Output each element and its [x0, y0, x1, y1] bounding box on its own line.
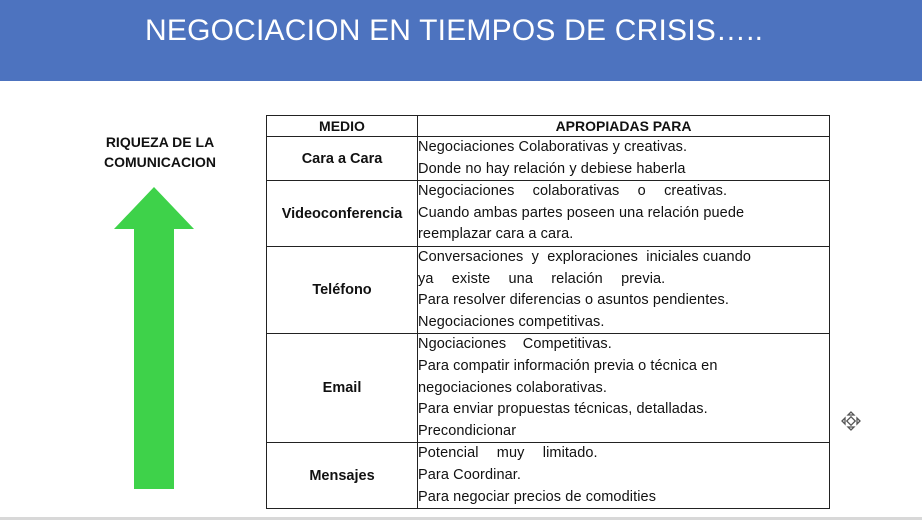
use-line: Para compatir información previa o técnica en	[418, 357, 718, 374]
use-line: Para enviar propuestas técnicas, detalladas.	[418, 401, 708, 418]
use-line: Negociaciones Colaborativas y creativas.	[418, 139, 688, 155]
medio-cell: Cara a Cara	[267, 137, 418, 181]
up-arrow-icon	[113, 186, 195, 490]
use-line: Para resolver diferencias o asuntos pendientes.	[418, 292, 729, 309]
communication-richness-label	[90, 132, 230, 172]
use-line: Donde no hay relación y debiese haberla	[418, 160, 686, 177]
richness-label-line2: COMUNICACION	[104, 154, 216, 170]
use-line: Precondicionar	[418, 422, 517, 439]
use-line: reemplazar cara a cara.	[418, 226, 574, 243]
uses-cell	[418, 443, 830, 509]
uses-cell	[418, 137, 830, 181]
medio-cell: Mensajes	[267, 443, 418, 509]
use-line: negociaciones colaborativas.	[418, 379, 607, 396]
use-line: Para Coordinar.	[418, 466, 522, 483]
header-apropiadas: APROPIADAS PARA	[418, 116, 830, 137]
richness-label-line1: RIQUEZA DE LA	[105, 134, 215, 150]
uses-cell	[418, 334, 830, 443]
use-line: Conversaciones y exploraciones iniciales cuando	[418, 248, 752, 265]
medio-cell: Email	[267, 334, 418, 443]
table-row	[267, 246, 830, 333]
use-line: ya existe una relación previa.	[418, 270, 666, 287]
use-line: Ngociaciones Competitivas.	[418, 336, 612, 353]
uses-cell	[418, 181, 830, 247]
table-header-row	[267, 116, 830, 137]
use-line: Para negociar precios de comodities	[418, 488, 657, 505]
use-line: Potencial muy limitado.	[418, 445, 598, 462]
uses-cell	[418, 246, 830, 333]
table-row	[267, 181, 830, 247]
use-line: Cuando ambas partes poseen una relación puede	[418, 204, 745, 221]
medio-cell: Videoconferencia	[267, 181, 418, 247]
move-cursor-icon[interactable]	[841, 411, 861, 431]
use-line: Negociaciones competitivas.	[418, 313, 605, 330]
table-row	[267, 443, 830, 509]
media-table	[266, 115, 830, 509]
use-line: Negociaciones colaborativas o creativas.	[418, 183, 728, 200]
slide-title: NEGOCIACION EN TIEMPOS DE CRISIS…..	[145, 14, 764, 47]
table-row	[267, 137, 830, 181]
medio-cell: Teléfono	[267, 246, 418, 333]
header-medio: MEDIO	[267, 116, 418, 137]
table-row	[267, 334, 830, 443]
